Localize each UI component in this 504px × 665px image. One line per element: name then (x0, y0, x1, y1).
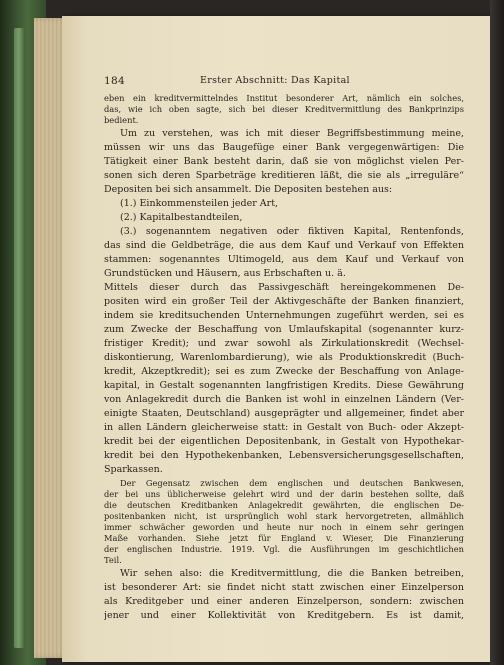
text-line: müssen wir uns das Baugefüge einer Bank vergegenwärtigen: Die (104, 142, 464, 153)
text-line: (1.) Einkommensteilen jeder Art, (120, 198, 279, 209)
text-line: Wir sehen also: die Kreditvermittlung, die die Banken betreiben, (120, 568, 464, 579)
cover-binding-edge (14, 28, 24, 648)
text-line: Depositen bei sich ansammelt. Die Depositen bestehen aus: (104, 184, 393, 195)
text-line: eben ein kreditvermittelndes Institut besonderer Art, nämlich ein solches, (104, 93, 464, 103)
page-shadow (490, 0, 504, 665)
text-line: Um zu verstehen, was ich mit dieser Begriffsbestimmung meine, (120, 128, 464, 139)
text-line: bedient. (104, 115, 139, 125)
text-line: jener und einer Kollektivität von Kreditgebern. Es ist damit, (104, 610, 464, 621)
page-number: 184 (104, 75, 125, 87)
text-line: positenbanken nicht, ist ursprünglich wohl stark hervorgetreten, allmählich (104, 511, 464, 521)
text-line: Grundstücken und Häusern, aus Erbschaften u. ä. (104, 268, 346, 279)
text-line: (3.) sogenanntem negativen oder fiktiven Kapital, Rentenfonds, (120, 226, 464, 237)
text-line: kredit bei den Hypothekenbanken, Lebensversicherungsgesellschaften, (104, 450, 464, 461)
text-line: diskontierung, Warenlombardierung), wie als Produktionskredit (Buch- (104, 352, 464, 363)
text-line: Mittels dieser durch das Passivgeschäft hereingekommenen De- (104, 282, 464, 293)
text-line: kapital, in Gestalt sogenannten langfristigen Kredits. Diese Gewährung (104, 380, 464, 391)
text-line: in allen Ländern gleicherweise statt: in Gestalt von Buch- oder Akzept- (104, 422, 464, 433)
text-line: das, wie ich oben sagte, sich bei dieser Kreditvermittlung des Bankprinzips (104, 104, 464, 114)
text-line: Sparkassen. (104, 464, 163, 475)
text-line: zum Zwecke der Beschaffung von Umlaufskapital (sogenannter kurz- (104, 324, 464, 335)
text-line: Der Gegensatz zwischen dem englischen und deutschen Bankwesen, (120, 478, 464, 488)
text-line: ist besonderer Art: sie findet nicht statt zwischen einer Einzelperson (104, 582, 464, 593)
text-line: sonen sich deren Sparbeträge kreditieren läßt, die sie als „irreguläre“ (104, 170, 464, 181)
text-line: indem sie kreditsuchenden Unternehmungen zugeführt werden, sei es (104, 310, 464, 321)
text-line: positen wird ein großer Teil der Aktivgeschäfte der Banken finanziert, (104, 296, 464, 307)
text-line: Tätigkeit einer Bank besteht darin, daß sie von möglichst vielen Per- (104, 156, 464, 167)
text-line: als Kreditgeber und einer anderen Einzelperson, sondern: zwischen (104, 596, 464, 607)
text-line: die deutschen Kreditbanken Anlagekredit gewährten, die englischen De- (104, 500, 464, 510)
text-line: stammen: sogenanntes Ultimogeld, aus dem Kauf und Verkauf von (104, 254, 464, 265)
text-line: das sind die Geldbeträge, die aus dem Kauf und Verkauf von Effekten (104, 240, 464, 251)
text-line: Teil. (104, 555, 122, 565)
text-line: (2.) Kapitalbestandteilen, (120, 212, 243, 223)
text-line: immer schwächer geworden und heute nur noch in einem sehr geringen (104, 522, 464, 532)
text-line: kredit, Akzeptkredit); sei es zum Zwecke der Beschaffung von Anlage- (104, 366, 464, 377)
text-line: der englischen Industrie. 1919. Vgl. die Ausführungen im geschichtlichen (104, 544, 464, 554)
text-line: einigte Staaten, Deutschland) ausgeprägter und allgemeiner, findet aber (104, 408, 464, 419)
running-head: Erster Abschnitt: Das Kapital (200, 75, 350, 86)
text-line: Maße vorhanden. Siehe jetzt für England v. Wieser, Die Finanzierung (104, 533, 464, 543)
text-line: fristiger Kredit); und zwar sowohl als Zirkulationskredit (Wechsel- (104, 338, 464, 349)
text-line: der bei uns üblicherweise gelehrt wird und der darin bestehen sollte, daß (104, 489, 464, 499)
text-line: kredit bei der eigentlichen Depositenbank, in Gestalt von Hypothekar- (104, 436, 464, 447)
text-line: von Anlagekredit durch die Banken ist wohl in einzelnen Ländern (Ver- (104, 394, 464, 405)
